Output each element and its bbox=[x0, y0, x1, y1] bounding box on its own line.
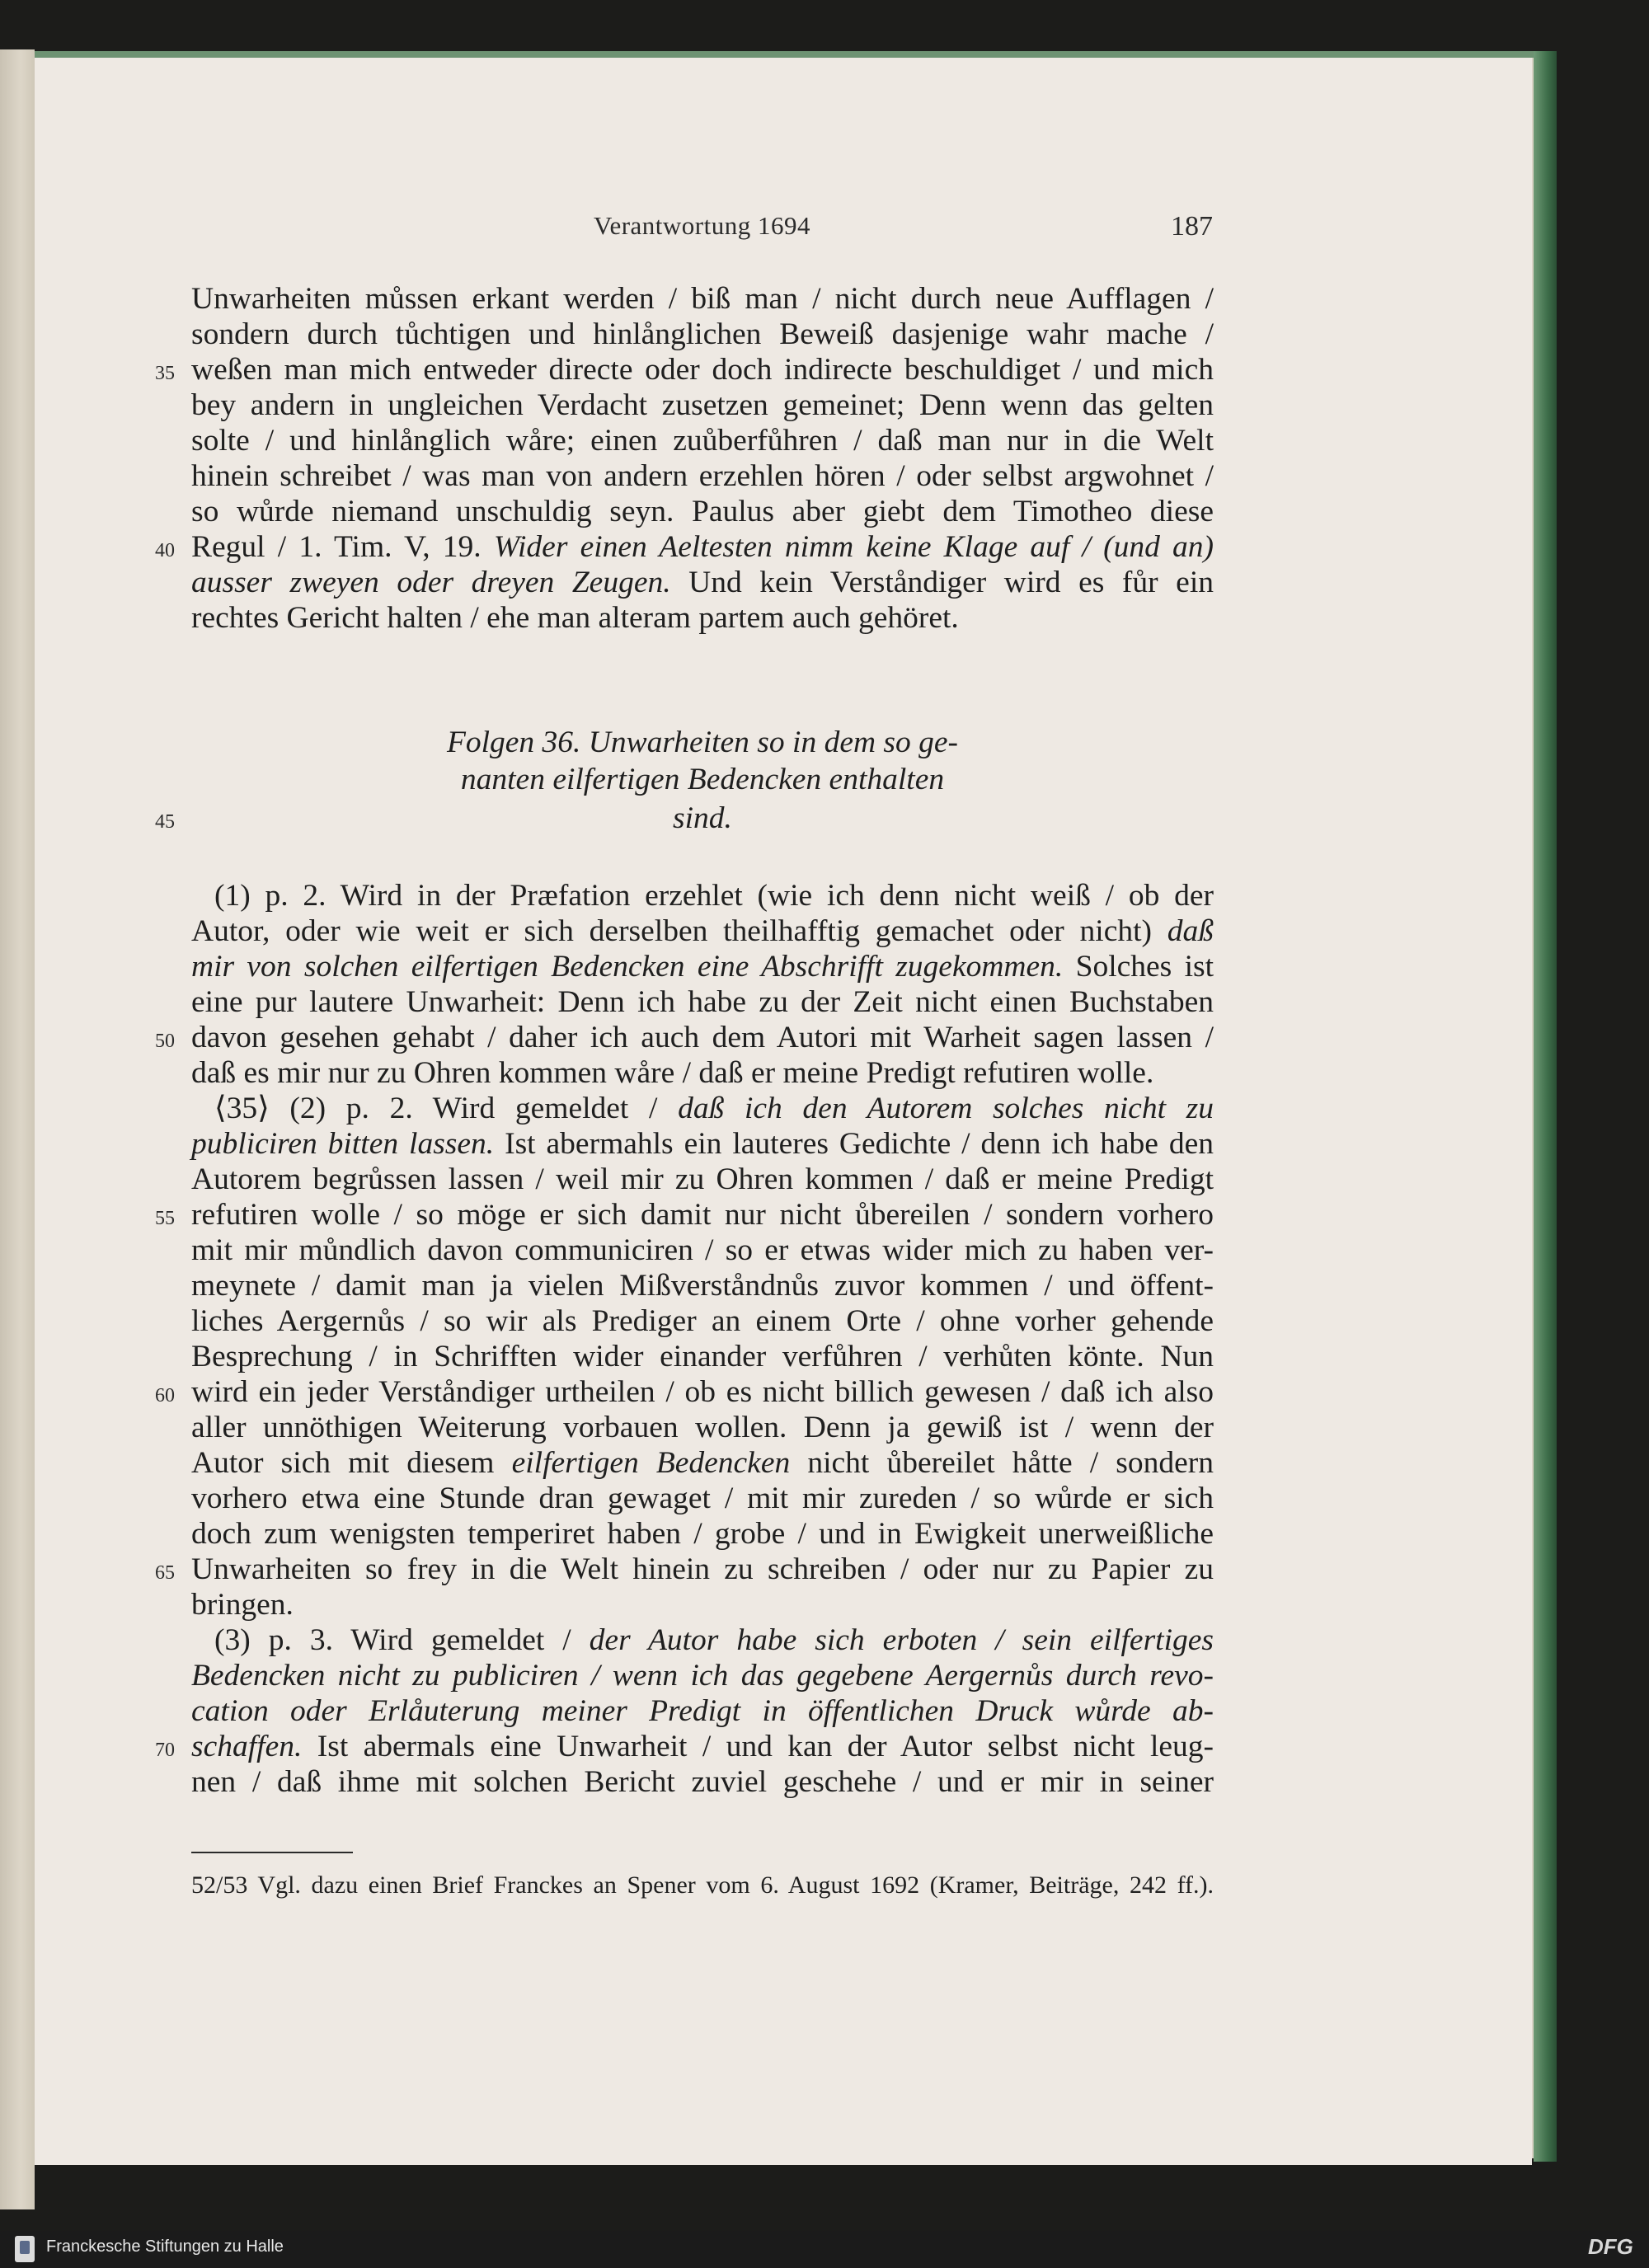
roman-text: Und kein Verståndiger wird es fůr ein bbox=[670, 566, 1214, 599]
line-number: 40 bbox=[155, 540, 175, 561]
roman-text: Autorem begrůssen lassen / weil mir zu Ohren kommen / daß er meine Predigt bbox=[191, 1162, 1214, 1196]
text-line bbox=[191, 1765, 1214, 1800]
roman-text: hinein schreibet / was man von andern erzehlen hören / oder selbst argwohnet / bbox=[191, 459, 1214, 493]
page-number: 187 bbox=[1171, 211, 1213, 242]
roman-text: Unwarheiten so frey in die Welt hinein zu schreiben / oder nur zu Papier zu bbox=[191, 1552, 1214, 1586]
text-line bbox=[191, 317, 1214, 352]
roman-text: Besprechung / in Schrifften wider einander verfůhren / verhůten könte. Nun bbox=[191, 1340, 1214, 1373]
roman-text: eine pur lautere Unwarheit: Denn ich habe zu der Zeit nicht einen Buchstaben bbox=[191, 985, 1214, 1019]
text-line bbox=[191, 1552, 1214, 1587]
text-line bbox=[191, 388, 1214, 423]
roman-text: liches Aergernůs / so wir als Prediger an einem Orte / ohne vorher gehende bbox=[191, 1304, 1214, 1338]
text-line bbox=[191, 459, 1214, 494]
roman-text: wird ein jeder Verståndiger urtheilen / ob es nicht billich gewesen / daß ich also bbox=[191, 1375, 1214, 1409]
roman-text: nicht ůbereilet håtte / sondern bbox=[790, 1446, 1214, 1480]
text-line bbox=[214, 879, 1214, 913]
roman-text: nen / daß ihme mit solchen Bericht zuviel geschehe / und er mir in seiner bbox=[191, 1765, 1214, 1799]
italic-text: ausser zweyen oder dreyen Zeugen. bbox=[191, 566, 671, 599]
italic-text: cation oder Erlåuterung meiner Predigt in öffentlichen Druck wůrde ab- bbox=[191, 1694, 1214, 1728]
roman-text: refutiren wolle / so möge er sich damit nur nicht ůbereilen / sondern vorhero bbox=[191, 1198, 1214, 1232]
text-line bbox=[191, 1162, 1214, 1197]
text-line bbox=[191, 1056, 1214, 1091]
text-line bbox=[191, 950, 1214, 984]
italic-text: daß bbox=[1152, 914, 1214, 948]
italic-text: mir von solchen eilfertigen Bedencken eine Abschrifft zugekommen. bbox=[191, 950, 1064, 984]
text-line bbox=[191, 1375, 1214, 1410]
italic-text: publiciren bitten lassen. bbox=[191, 1127, 495, 1161]
italic-text: daß ich den Autorem solches nicht zu bbox=[678, 1092, 1214, 1125]
institution-seal-icon bbox=[15, 2236, 35, 2262]
text-line bbox=[191, 1694, 1214, 1729]
roman-text: mit mir můndlich davon communiciren / so er etwas wider mich zu haben ver- bbox=[191, 1233, 1214, 1267]
text-line bbox=[191, 601, 1214, 636]
italic-text: Bedencken nicht zu publiciren / wenn ich das gegebene Aergernůs durch revo- bbox=[191, 1659, 1214, 1693]
roman-text: weßen man mich entweder directe oder doch indirecte beschuldiget / und mich bbox=[191, 353, 1214, 387]
text-line bbox=[191, 495, 1214, 529]
text-line bbox=[191, 1446, 1214, 1481]
italic-text: Wider einen Aeltesten nimm keine Klage auf / (und an) bbox=[493, 530, 1214, 564]
text-line bbox=[191, 1304, 1214, 1339]
roman-text: (3) p. 3. Wird gemeldet / bbox=[214, 1623, 590, 1657]
dfg-logo: DFG bbox=[1588, 2234, 1633, 2259]
italic-text: schaffen. bbox=[191, 1730, 303, 1763]
roman-text: Autor, oder wie weit er sich derselben theilhafftig gemachet oder nicht) bbox=[191, 914, 1153, 948]
line-number: 55 bbox=[155, 1208, 175, 1229]
line-number: 45 bbox=[155, 811, 175, 833]
text-line bbox=[191, 1730, 1214, 1764]
archive-name: Franckesche Stiftungen zu Halle bbox=[46, 2237, 284, 2256]
book-cover-top-edge bbox=[35, 51, 1543, 58]
line-number: 70 bbox=[155, 1740, 175, 1761]
roman-text: Autor sich mit diesem bbox=[191, 1446, 512, 1480]
text-line bbox=[191, 566, 1214, 600]
text-line bbox=[191, 1517, 1214, 1552]
text-line bbox=[191, 424, 1214, 458]
book-cover-green bbox=[1534, 51, 1557, 2162]
roman-text: solte / und hinlånglich wåre; einen zuůberfůhren / daß man nur in die Welt bbox=[191, 424, 1214, 458]
text-line bbox=[191, 985, 1214, 1020]
roman-text: Ist abermahls ein lauteres Gedichte / denn ich habe den bbox=[494, 1127, 1214, 1161]
roman-text: bringen. bbox=[191, 1588, 294, 1622]
roman-text: davon gesehen gehabt / daher ich auch dem Autori mit Warheit sagen lassen / bbox=[191, 1021, 1214, 1054]
roman-text: Unwarheiten můssen erkant werden / biß man / nicht durch neue Aufflagen / bbox=[191, 282, 1214, 316]
roman-text: sondern durch tůchtigen und hinlånglichen Beweiß dasjenige wahr mache / bbox=[191, 317, 1214, 351]
text-line bbox=[191, 1481, 1214, 1516]
text-line bbox=[191, 1588, 1214, 1622]
section-heading-line: Folgen 36. Unwarheiten so in dem so ge- bbox=[446, 725, 959, 759]
text-line bbox=[191, 1269, 1214, 1303]
roman-text: Regul / 1. Tim. V, 19. bbox=[191, 530, 494, 564]
italic-text: eilfertigen Bedencken bbox=[511, 1446, 791, 1480]
text-line bbox=[214, 1623, 1214, 1658]
previous-page-edge bbox=[0, 49, 35, 2209]
roman-text: Solches ist bbox=[1063, 950, 1214, 984]
text-line bbox=[191, 1198, 1214, 1233]
roman-text: (1) p. 2. Wird in der Præfation erzehlet (wie ich denn nicht weiß / ob der bbox=[214, 879, 1214, 913]
footnote: 52/53 Vgl. dazu einen Brief Franckes an Spener vom 6. August 1692 (Kramer, Beiträge, 242 ff.). bbox=[191, 1871, 1214, 1899]
roman-text: vorhero etwa eine Stunde dran gewaget / mit mir zureden / so wůrde er sich bbox=[191, 1481, 1214, 1515]
text-line bbox=[191, 1411, 1214, 1445]
roman-text: aller unnöthigen Weiterung vorbauen wollen. Denn ja gewiß ist / wenn der bbox=[191, 1411, 1214, 1444]
text-line bbox=[191, 1340, 1214, 1374]
text-line bbox=[191, 353, 1214, 387]
line-number: 50 bbox=[155, 1031, 175, 1052]
text-line bbox=[191, 914, 1214, 949]
running-head: Verantwortung 1694 bbox=[594, 211, 810, 240]
section-heading-line: sind. bbox=[673, 801, 732, 835]
italic-text: der Autor habe sich erboten / sein eilfertiges bbox=[589, 1623, 1214, 1657]
roman-text: bey andern in ungleichen Verdacht zusetzen gemeinet; Denn wenn das gelten bbox=[191, 388, 1214, 422]
section-heading-line: nanten eilfertigen Bedencken enthalten bbox=[460, 763, 945, 796]
text-line bbox=[191, 1659, 1214, 1693]
roman-text: daß es mir nur zu Ohren kommen wåre / daß er meine Predigt refutiren wolle. bbox=[191, 1056, 1154, 1090]
text-line bbox=[191, 1127, 1214, 1162]
roman-text: meynete / damit man ja vielen Mißverståndnůs zuvor kommen / und öffent- bbox=[191, 1269, 1214, 1303]
line-number: 35 bbox=[155, 363, 175, 384]
roman-text: rechtes Gericht halten / ehe man alteram partem auch gehöret. bbox=[191, 601, 959, 635]
text-line bbox=[191, 530, 1214, 565]
text-line bbox=[191, 1233, 1214, 1268]
line-number: 60 bbox=[155, 1385, 175, 1406]
roman-text: ⟨35⟩ (2) p. 2. Wird gemeldet / bbox=[214, 1092, 679, 1125]
roman-text: so wůrde niemand unschuldig seyn. Paulus aber giebt dem Timotheo diese bbox=[191, 495, 1214, 528]
text-line bbox=[191, 1021, 1214, 1055]
roman-text: doch zum wenigsten temperiret haben / grobe / und in Ewigkeit unerweißliche bbox=[191, 1517, 1214, 1551]
text-line bbox=[214, 1092, 1214, 1126]
roman-text: Ist abermals eine Unwarheit / und kan der Autor selbst nicht leug- bbox=[302, 1730, 1214, 1763]
text-line bbox=[191, 282, 1214, 317]
footnote-rule bbox=[191, 1852, 353, 1853]
line-number: 65 bbox=[155, 1562, 175, 1584]
